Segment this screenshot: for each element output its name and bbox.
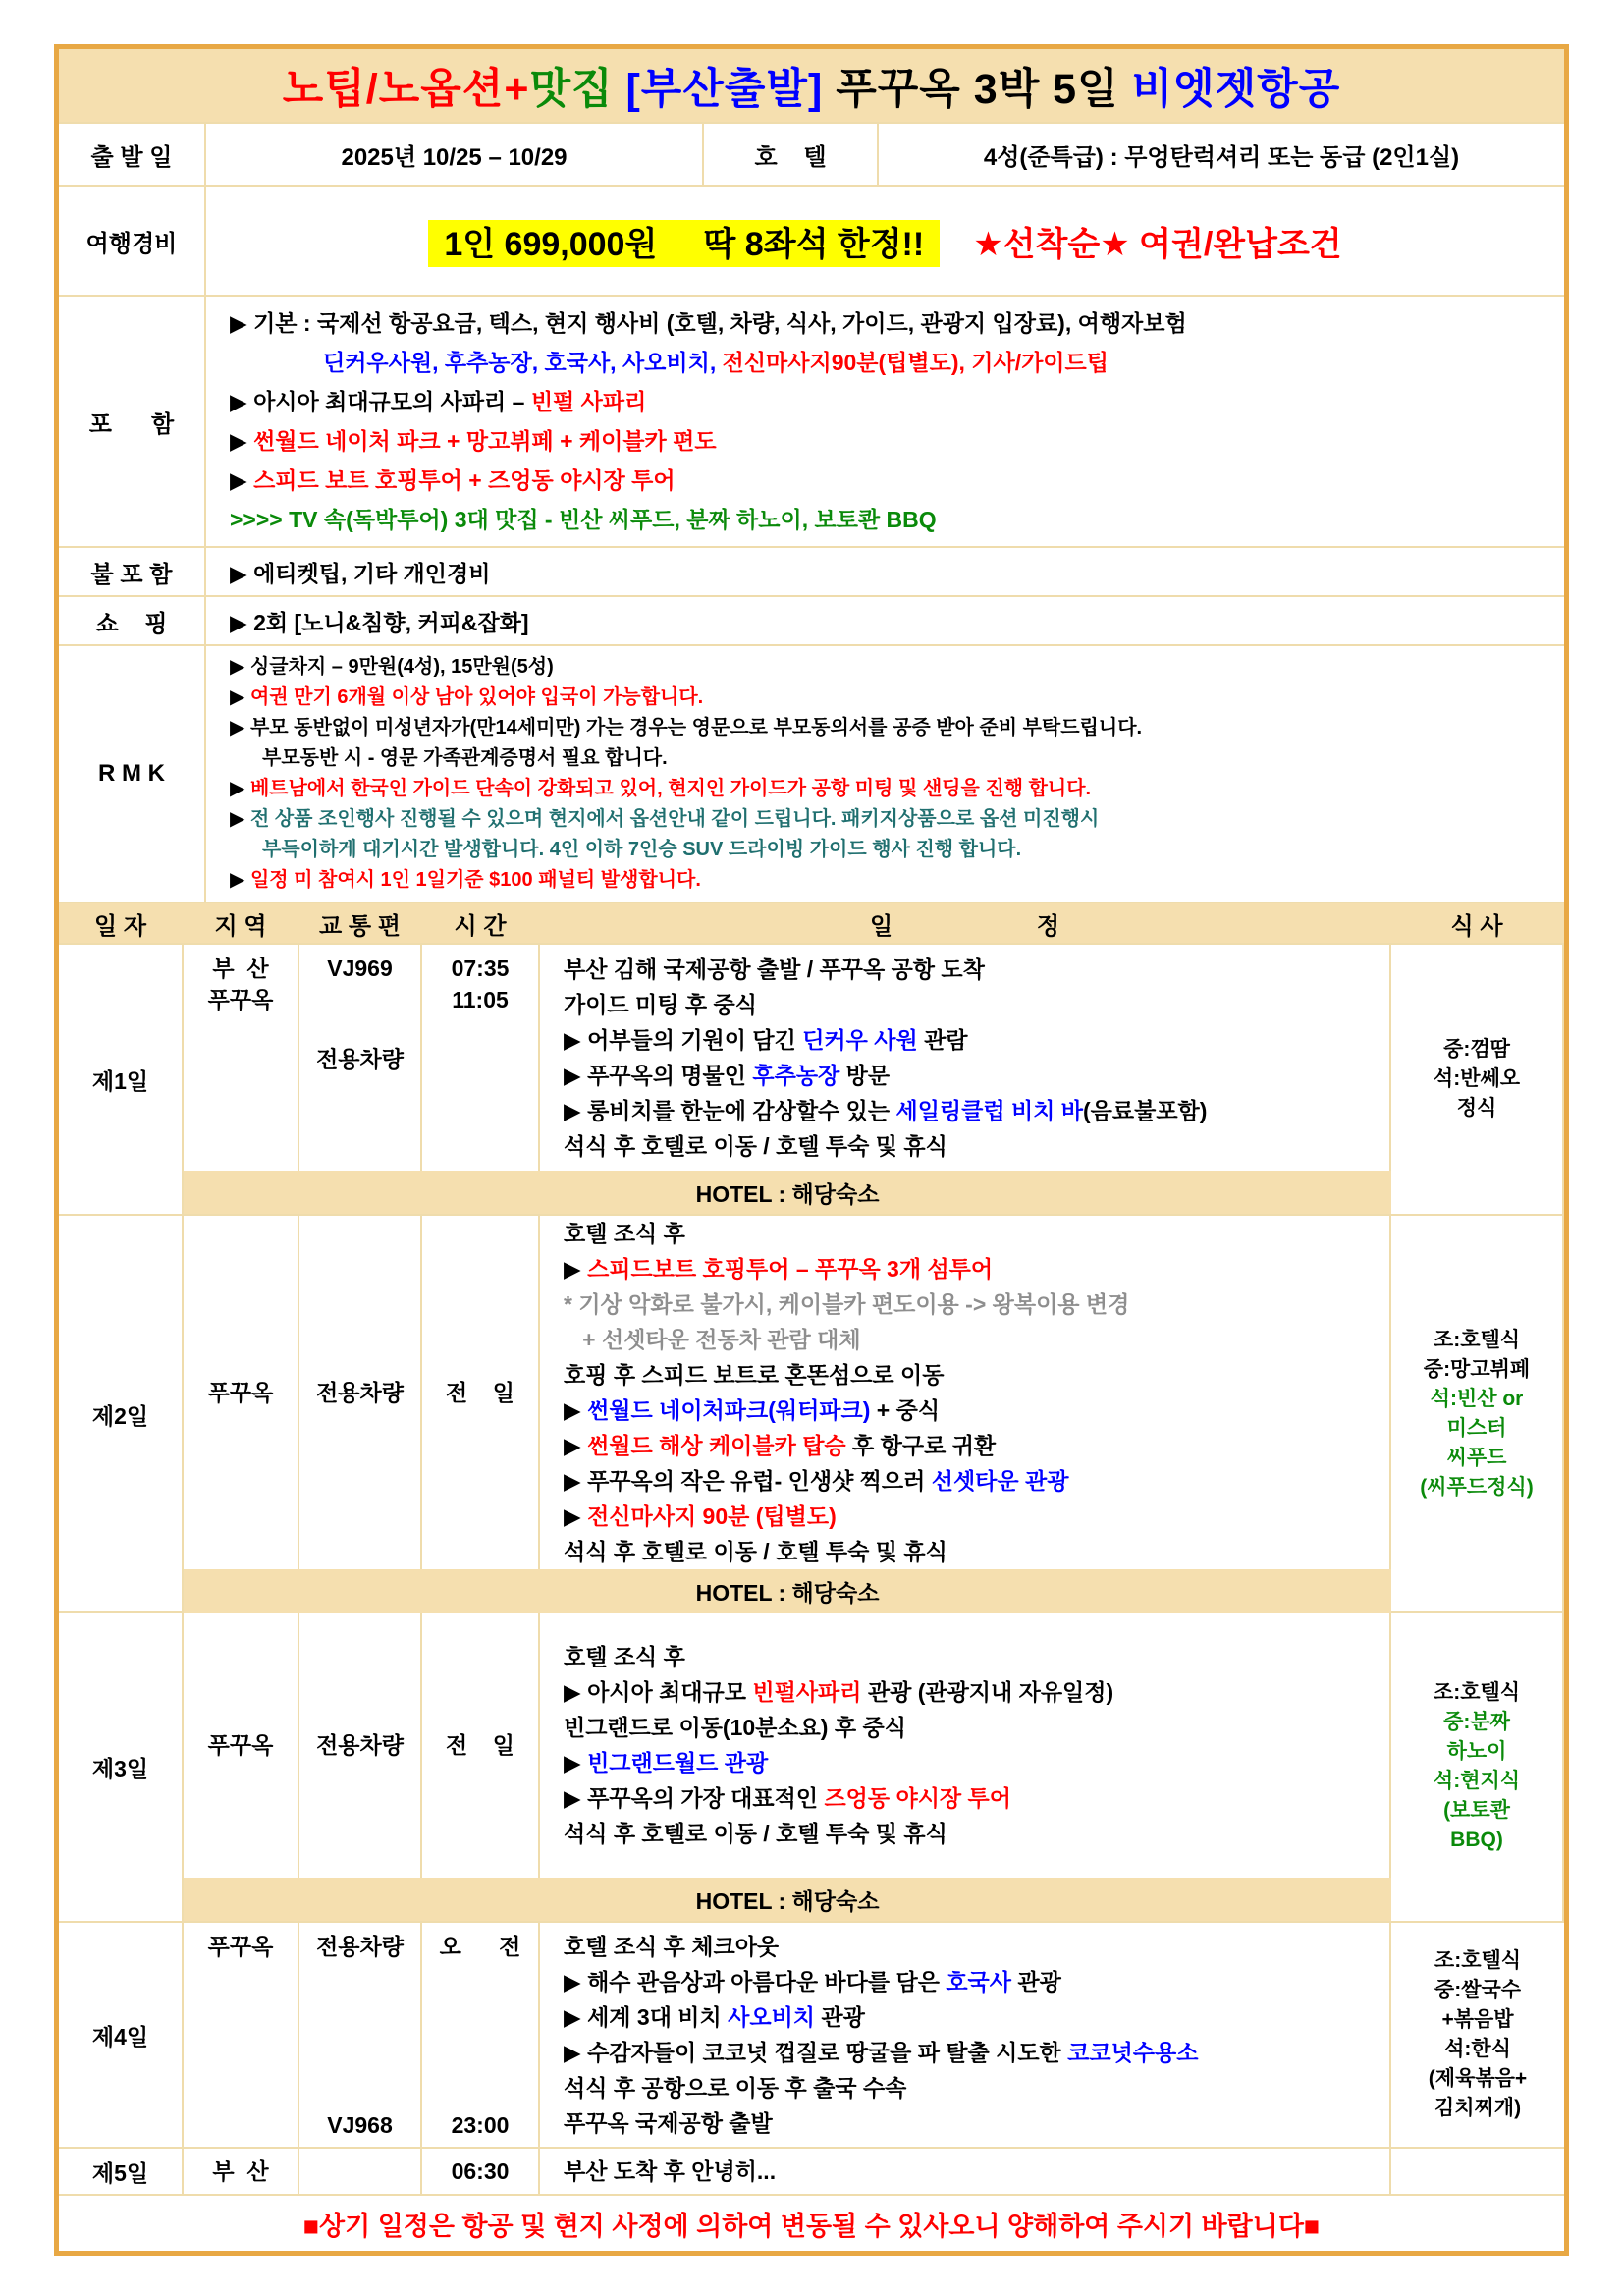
region-line: 푸꾸옥 [207, 1934, 274, 1959]
meal-line: 조:호텔식 [1433, 1681, 1521, 1704]
text-segment: ▶ [230, 686, 250, 708]
exclusions-row [59, 548, 1564, 597]
text-segment: ▶ [564, 1750, 588, 1776]
itinerary-line [564, 1463, 1389, 1499]
text-line [230, 605, 1564, 637]
itinerary-cell [540, 945, 1391, 1171]
text-segment: 관광 [815, 2004, 865, 2030]
itinerary-line [564, 1964, 1389, 1999]
itinerary-line [564, 1780, 1389, 1816]
day-row-2 [59, 1216, 1564, 1613]
text-segment: 호핑 후 스피드 보트로 혼똔섬으로 이동 [564, 1362, 945, 1388]
text-segment: ▶ 수감자들이 코코넛 껍질로 땅굴을 파 탈출 시도한 [564, 2040, 1068, 2065]
meal-line: (제육볶음+ [1428, 2067, 1528, 2090]
itinerary-line [564, 1428, 1389, 1463]
text-segment: 빈펄 사파리 [530, 389, 647, 414]
itinerary-cell [540, 1923, 1391, 2147]
hotel-label: 호 텔 [704, 124, 879, 185]
itinerary-line [564, 1999, 1389, 2035]
text-line [230, 303, 1564, 343]
meal-line: 김치찌개) [1434, 2097, 1522, 2119]
text-segment: ▶ 롱비치를 한눈에 감상할수 있는 [564, 1098, 896, 1123]
transport-cell-center: 전용차량 [316, 1732, 404, 1758]
region-line: 푸꾸옥 [207, 1380, 274, 1405]
text-segment: 호텔 조식 후 [564, 1644, 685, 1669]
transport-cell-mid: 전용차량 [316, 1046, 404, 1072]
meal-line: 하노이 [1446, 1740, 1507, 1763]
meal-line: 석:빈산 or [1430, 1388, 1524, 1410]
meal-line: 중:망고뷔페 [1423, 1358, 1531, 1381]
text-line [230, 865, 1564, 896]
inclusions-content [206, 297, 1564, 546]
transport-cell [299, 1923, 422, 2147]
text-line [230, 343, 1564, 382]
text-segment: ▶ [564, 1256, 588, 1282]
text-segment: ▶ [230, 467, 254, 493]
text-segment: ▶ 푸꾸옥의 명물인 [564, 1063, 753, 1088]
itinerary-line [564, 1929, 1389, 1964]
text-segment: 부모동반 시 - 영문 가족관계증명서 필요 합니다. [262, 747, 668, 769]
itinerary-line [564, 1093, 1389, 1128]
text-segment: 호텔 조식 후 체크아웃 [564, 1934, 780, 1959]
text-segment: ▶ 해수 관음상과 아름다운 바다를 담은 [564, 1969, 947, 1995]
time-cell-top: 07:35 [451, 956, 510, 981]
hotel-bar: HOTEL : 해당숙소 [184, 1878, 1391, 1921]
time-cell-bottom: 23:00 [451, 2112, 510, 2138]
text-line [206, 217, 1564, 265]
text-segment: 호텔 조식 후 [564, 1221, 685, 1246]
text-segment: 빈펄사파리 [752, 1679, 862, 1705]
text-segment: ▶ 아시아 최대규모의 사파리 – [230, 389, 531, 414]
itinerary-line [564, 1816, 1389, 1851]
schedule-rows [59, 945, 1564, 2196]
meal-line: 석:반쎄오 [1433, 1067, 1521, 1090]
hotel-bar: HOTEL : 해당숙소 [184, 1171, 1391, 1214]
transport-cell [299, 2149, 422, 2194]
page-title [59, 49, 1564, 124]
hotel-grade: 4성(준특급) : 무엉탄럭셔리 또는 동급 (2인1실) [983, 143, 1460, 171]
transport-cell [299, 1216, 422, 1569]
text-segment: 딘커우 사원 [802, 1027, 918, 1053]
text-segment: + 중식 [870, 1397, 941, 1423]
header-time: 시 간 [454, 912, 507, 940]
header-day: 일 자 [93, 912, 147, 940]
itinerary-line [564, 1639, 1389, 1674]
text-segment: ▶ 세계 3대 비치 [564, 2004, 729, 2030]
text-line [230, 683, 1564, 713]
meals-cell [1391, 1613, 1564, 1921]
text-segment: ▶ [564, 1433, 588, 1458]
text-segment: ▶ 아시아 최대규모 [564, 1679, 753, 1705]
header-meals: 식 사 [1450, 912, 1503, 940]
meal-line: 미스터 [1446, 1417, 1507, 1440]
shopping-content [206, 597, 1564, 644]
text-segment: ▶ 싱글차지 – 9만원(4성), 15만원(5성) [230, 656, 554, 678]
day-label: 제1일 [59, 945, 184, 1214]
text-segment: 코코넛수용소 [1067, 2040, 1199, 2065]
text-line [230, 461, 1564, 500]
shopping-label: 쇼 핑 [59, 597, 206, 644]
region-line: 부 산 [212, 956, 269, 981]
text-line [230, 421, 1564, 461]
text-segment: 썬월드 네이처파크(워터파크) [587, 1397, 871, 1423]
header-itinerary: 일 정 [869, 912, 1060, 940]
itinerary-document [54, 44, 1569, 2256]
day-row-4 [59, 1923, 1564, 2149]
text-segment: 비엣젯항공 [1131, 65, 1341, 113]
text-segment: ▶ [230, 808, 250, 830]
text-segment: 노팁/노옵션+ [282, 65, 530, 113]
itinerary-line [564, 2105, 1389, 2141]
inclusions-row [59, 297, 1564, 548]
itinerary-line [564, 952, 1389, 987]
meal-line: 조:호텔식 [1433, 1329, 1521, 1351]
text-segment: 선셋타운 관광 [931, 1468, 1069, 1494]
meal-line: (씨푸드정식) [1420, 1476, 1534, 1499]
hotel-bar: HOTEL : 해당숙소 [184, 1569, 1391, 1613]
departure-row [59, 124, 1564, 187]
text-segment: 썬월드 해상 케이블카 탑승 [587, 1433, 846, 1458]
region-cell [184, 2149, 299, 2194]
exclusions-label: 불 포 함 [59, 548, 206, 595]
text-segment: ▶ 부모 동반없이 미성년자가(만14세미만) 가는 경우는 영문으로 부모동의서를 공증 받아 준비 부탁드립니다. [230, 717, 1143, 738]
meals-cell [1391, 1216, 1564, 1613]
itinerary-cell [540, 1216, 1391, 1569]
exclusions-content [206, 548, 1564, 595]
inclusions-label: 포 함 [59, 297, 206, 546]
time-cell [422, 1216, 540, 1569]
itinerary-line [564, 1674, 1389, 1710]
meal-line: (보토콴 [1443, 1799, 1510, 1822]
itinerary-line [564, 1322, 1389, 1357]
text-segment: ▶ [230, 778, 250, 799]
text-segment: 가이드 미팅 후 중식 [564, 992, 757, 1017]
meal-line: 중:껌땀 [1443, 1038, 1510, 1061]
text-segment: ★선착순★ 여권/완납조건 [973, 225, 1342, 263]
text-segment: 세일링클럽 비치 바 [895, 1098, 1084, 1123]
transport-cell-center: 전용차량 [316, 1380, 404, 1405]
text-segment: 전신마사지90분(팁별도), 기사/가이드팁 [722, 350, 1109, 375]
transport-cell [299, 1613, 422, 1878]
text-segment: 전신마사지 90분 (팁별도) [587, 1503, 837, 1529]
text-line [230, 556, 1564, 588]
itinerary-cell [540, 2149, 1391, 2194]
remarks-label: R M K [59, 646, 206, 902]
itinerary-line [564, 1710, 1389, 1745]
day-label: 제3일 [59, 1613, 184, 1921]
text-segment: 관람 [917, 1027, 968, 1053]
text-segment: ▶ 기본 : 국제선 항공요금, 텍스, 현지 행사비 (호텔, 차량, 식사, 가이드, 관광지 입장료), 여행자보험 [230, 310, 1187, 336]
text-segment: 1인 699,000원 딱 8좌석 한정!! [428, 220, 940, 267]
text-segment: 관광 (관광지내 자유일정) [861, 1679, 1114, 1705]
price-value [206, 187, 1564, 295]
text-line [283, 56, 1341, 116]
meal-line: 중:분짜 [1443, 1711, 1510, 1733]
text-segment: 스피드 보트 호핑투어 + 즈엉동 야시장 투어 [253, 467, 676, 493]
itinerary-line [564, 1058, 1389, 1093]
price-label: 여행경비 [59, 187, 206, 295]
text-segment: 부산 김해 국제공항 출발 / 푸꾸옥 공항 도착 [564, 957, 985, 982]
text-segment: 베트남에서 한국인 가이드 단속이 강화되고 있어, 현지인 가이드가 공항 미팅 및 샌딩을 진행 합니다. [249, 778, 1092, 799]
text-segment: 여권 만기 6개월 이상 남아 있어야 입국이 가능합니다. [249, 686, 704, 708]
text-segment: 석식 후 공항으로 이동 후 출국 수속 [564, 2075, 907, 2101]
text-segment: >>>> TV 속(독박투어) 3대 맛집 - 빈산 씨푸드, 분짜 하노이, 보토콴 BBQ [230, 507, 937, 532]
transport-cell-top: VJ969 [327, 956, 393, 981]
time-cell [422, 2149, 540, 2194]
text-segment: [부산출발] [613, 65, 837, 113]
text-line [230, 652, 1564, 683]
itinerary-line [564, 1745, 1389, 1780]
itinerary-line [564, 1393, 1389, 1428]
text-line [230, 500, 1564, 539]
itinerary-line [564, 2154, 1389, 2189]
meal-line: 석:현지식 [1433, 1770, 1521, 1792]
text-segment: 호국사 [946, 1969, 1011, 1995]
time-cell-center: 06:30 [451, 2159, 510, 2184]
text-segment: 후 항구로 귀환 [845, 1433, 997, 1458]
itinerary-line [564, 1534, 1389, 1569]
time-cell-center: 전 일 [446, 1380, 514, 1405]
text-segment: 썬월드 네이처 파크 + 망고뷔페 + 케이블카 편도 [253, 428, 717, 454]
itinerary-line [564, 1499, 1389, 1534]
region-line: 부 산 [212, 2159, 269, 2184]
text-line [230, 743, 1564, 774]
text-segment: 후추농장 [752, 1063, 840, 1088]
text-segment: ▶ [564, 1397, 588, 1423]
shopping-row [59, 597, 1564, 646]
text-segment: 사오비치 [728, 2004, 816, 2030]
remarks-row [59, 646, 1564, 903]
itinerary-line [564, 2035, 1389, 2070]
transport-cell-bottom: VJ968 [327, 2112, 393, 2138]
itinerary-line [564, 1216, 1389, 1251]
text-segment: 부득이하게 대기시간 발생합니다. 4인 이하 7인승 SUV 드라이빙 가이드 행사 진행 합니다. [262, 839, 1022, 860]
meal-line: 중:쌀국수 [1434, 1979, 1522, 2001]
text-segment: ▶ [230, 428, 254, 454]
text-segment: 석식 후 호텔로 이동 / 호텔 투숙 및 휴식 [564, 1821, 947, 1846]
transport-cell-top: 전용차량 [316, 1934, 404, 1959]
text-segment: 관광 [1010, 1969, 1061, 1995]
text-segment: 방문 [839, 1063, 891, 1088]
region-cell [184, 1613, 299, 1878]
text-segment: ▶ [230, 869, 250, 891]
text-segment: 푸꾸옥 국제공항 출발 [564, 2110, 773, 2136]
region-line: 푸꾸옥 [207, 1732, 274, 1758]
day-label: 제2일 [59, 1216, 184, 1613]
text-segment: 스피드보트 호핑투어 – 푸꾸옥 3개 섬투어 [587, 1256, 994, 1282]
text-segment: * 기상 악화로 불가시, 케이블카 편도이용 -> 왕복이용 변경 [564, 1291, 1130, 1317]
region-cell [184, 1216, 299, 1569]
text-segment: 맛집 [529, 65, 614, 113]
time-cell-top: 오 전 [439, 1934, 521, 1959]
text-segment: (음료불포함) [1083, 1098, 1208, 1123]
text-line [230, 382, 1564, 421]
time-cell-top: 11:05 [452, 987, 509, 1012]
meal-line: +볶음밥 [1441, 2008, 1514, 2031]
meal-line: 정식 [1456, 1097, 1497, 1120]
transport-cell [299, 945, 422, 1171]
text-segment: ▶ 푸꾸옥의 작은 유럽- 인생샷 찍으러 [564, 1468, 932, 1494]
meal-line: BBQ) [1450, 1829, 1503, 1851]
remarks-content [206, 646, 1564, 902]
footer-notice: ■상기 일정은 항공 및 현지 사정에 의하여 변동될 수 있사오니 양해하여 주시기 바랍니다■ [302, 2211, 1321, 2241]
itinerary-line [564, 2070, 1389, 2105]
departure-dates: 2025년 10/25 – 10/29 [206, 124, 704, 185]
meal-line: 석:한식 [1444, 2038, 1511, 2060]
text-line [230, 713, 1564, 743]
itinerary-line [564, 987, 1389, 1022]
text-segment: 딘커우사원, 후추농장, 호국사, 사오비치, [323, 350, 723, 375]
meal-line: 조:호텔식 [1434, 1949, 1522, 1972]
price-row [59, 187, 1564, 297]
meals-cell [1391, 1923, 1564, 2147]
itinerary-line [564, 1357, 1389, 1393]
text-segment: ▶ 2회 [노니&침향, 커피&잡화] [230, 609, 529, 635]
itinerary-line [564, 1286, 1389, 1322]
text-segment: 즈엉동 야시장 투어 [824, 1785, 1011, 1811]
departure-label: 출 발 일 [59, 124, 206, 185]
region-cell [184, 945, 299, 1171]
text-segment: + 선셋타운 전동차 관람 대체 [564, 1327, 861, 1352]
text-segment: 빈그랜드로 이동(10분소요) 후 중식 [564, 1715, 906, 1740]
text-segment: 석식 후 호텔로 이동 / 호텔 투숙 및 휴식 [564, 1133, 947, 1159]
text-line [230, 835, 1564, 865]
itinerary-cell [540, 1613, 1391, 1878]
itinerary-line [564, 1022, 1389, 1058]
text-segment: 일정 미 참여시 1인 1일기준 $100 패널티 발생합니다. [249, 869, 701, 891]
text-segment: 전 상품 조인행사 진행될 수 있으며 현지에서 옵션안내 같이 드립니다. 패키지상품으로 옵션 미진행시 [249, 808, 1100, 830]
meals-cell [1391, 945, 1564, 1214]
day-label: 제4일 [59, 1923, 184, 2147]
time-cell [422, 945, 540, 1171]
itinerary-line [564, 1251, 1389, 1286]
text-segment: ▶ 푸꾸옥의 가장 대표적인 [564, 1785, 825, 1811]
region-line: 푸꾸옥 [207, 987, 274, 1012]
meals-cell [1391, 2149, 1564, 2194]
day-row-5 [59, 2149, 1564, 2196]
itinerary-line [564, 1128, 1389, 1164]
meal-line: 씨푸드 [1446, 1447, 1507, 1469]
text-segment: 빈그랜드월드 관광 [587, 1750, 769, 1776]
region-cell [184, 1923, 299, 2147]
header-transport: 교 통 편 [319, 912, 401, 940]
header-region: 지 역 [214, 912, 267, 940]
text-line [230, 804, 1564, 835]
time-cell [422, 1923, 540, 2147]
text-segment: 푸꾸옥 3박 5일 [836, 65, 1132, 113]
text-line [230, 774, 1564, 804]
text-segment: ▶ 어부들의 기원이 담긴 [564, 1027, 803, 1053]
text-segment: ▶ 에티켓팁, 기타 개인경비 [230, 560, 491, 586]
text-segment: 석식 후 호텔로 이동 / 호텔 투숙 및 휴식 [564, 1539, 947, 1564]
time-cell [422, 1613, 540, 1878]
day-label: 제5일 [59, 2149, 184, 2194]
text-segment: 부산 도착 후 안녕히... [564, 2159, 777, 2184]
day-row-3 [59, 1613, 1564, 1923]
schedule-table-header [59, 903, 1564, 945]
text-segment: ▶ [564, 1503, 588, 1529]
day-row-1 [59, 945, 1564, 1216]
time-cell-center: 전 일 [446, 1732, 514, 1758]
